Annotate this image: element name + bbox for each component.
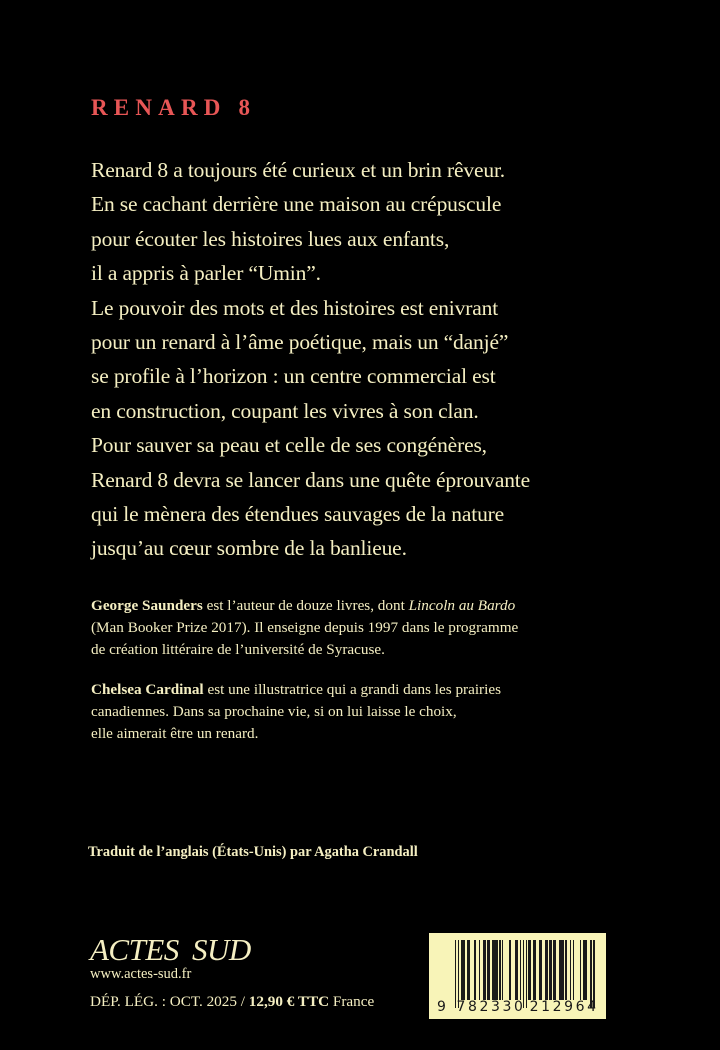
illustrator-bio-text: est une illustratrice qui a grandi dans les prairies xyxy=(203,681,501,698)
author-name: George Saunders xyxy=(91,597,203,614)
synopsis-line: se profile à l’horizon : un centre commercial est xyxy=(91,364,496,389)
barcode-bars-icon xyxy=(455,940,595,1000)
isbn-group-2: 212964 xyxy=(529,999,599,1015)
publisher-url: www.actes-sud.fr xyxy=(90,966,192,982)
price-region: France xyxy=(329,993,375,1010)
synopsis-line: Pour sauver sa peau et celle de ses congénères, xyxy=(91,433,487,458)
synopsis-line: il a appris à parler “Umin”. xyxy=(91,261,321,286)
price: 12,90 € TTC xyxy=(248,993,330,1010)
author-bio-line: (Man Booker Prize 2017). Il enseigne depuis 1997 dans le programme xyxy=(91,619,519,636)
author-bio-line xyxy=(91,595,671,617)
synopsis-line: Le pouvoir des mots et des histoires est enivrant xyxy=(91,295,499,320)
isbn-lead-digit: 9 xyxy=(437,999,449,1015)
author-book-title: Lincoln au Bardo xyxy=(408,597,516,614)
isbn-group-1: 782330 xyxy=(456,999,526,1015)
book-title: RENARD 8 xyxy=(91,95,257,120)
synopsis-line: Renard 8 devra se lancer dans une quête éprouvante xyxy=(91,467,531,492)
synopsis-line: pour écouter les histoires lues aux enfants, xyxy=(91,226,450,251)
synopsis-line: jusqu’au cœur sombre de la banlieue. xyxy=(91,536,407,561)
publisher-logo: ACTES SUD xyxy=(90,932,251,967)
synopsis-line: pour un renard à l’âme poétique, mais un “danjé” xyxy=(91,329,509,354)
translator-credit: Traduit de l’anglais (États-Unis) par Agatha Crandall xyxy=(88,844,418,860)
illustrator-bio xyxy=(91,679,671,745)
illustrator-bio-line: canadiennes. Dans sa prochaine vie, si on lui laisse le choix, xyxy=(91,703,457,720)
illustrator-name: Chelsea Cardinal xyxy=(91,681,204,698)
author-bio xyxy=(91,595,671,661)
synopsis-line: en construction, coupant les vivres à son clan. xyxy=(91,398,479,423)
illustrator-bio-line: elle aimerait être un renard. xyxy=(91,725,259,742)
synopsis-line: En se cachant derrière une maison au crépuscule xyxy=(91,192,502,217)
legal-deposit-price xyxy=(90,992,374,1012)
synopsis-line: Renard 8 a toujours été curieux et un brin rêveur. xyxy=(91,158,505,182)
legal-deposit: DÉP. LÉG. : OCT. 2025 / xyxy=(90,993,249,1010)
isbn-barcode xyxy=(429,933,606,1019)
illustrator-bio-line xyxy=(91,679,671,701)
author-bio-line: de création littéraire de l’université de Syracuse. xyxy=(91,641,385,658)
author-bio-text: est l’auteur de douze livres, dont xyxy=(202,597,409,614)
synopsis-line: qui le mènera des étendues sauvages de la nature xyxy=(91,501,505,526)
synopsis xyxy=(91,153,671,566)
isbn-digits xyxy=(437,999,599,1015)
